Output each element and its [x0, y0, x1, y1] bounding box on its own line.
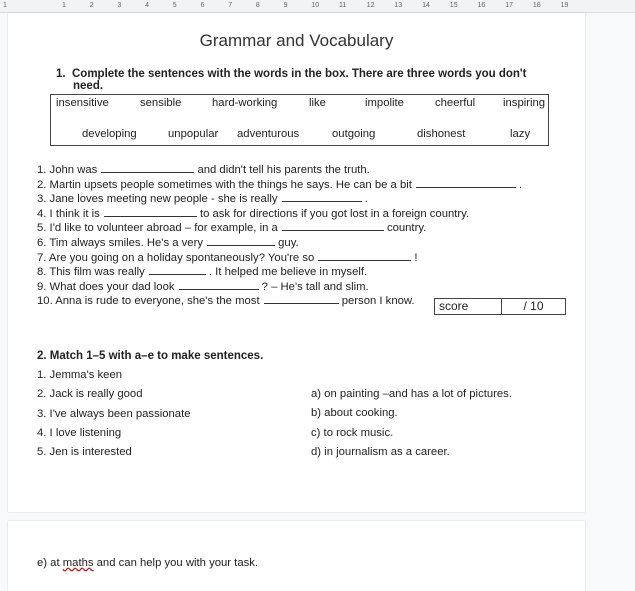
ruler-mark: 18	[532, 2, 541, 9]
answer-blank[interactable]	[282, 192, 362, 202]
sentence-text: guy.	[278, 236, 299, 249]
ruler-mark: 14	[422, 2, 430, 9]
box-word: inspiring	[503, 97, 546, 109]
match-left-item: 1. Jemma's keen	[37, 369, 123, 381]
sentence-text: . It helped me believe in myself.	[208, 266, 368, 279]
box-word: impolite	[365, 97, 404, 109]
answer-blank[interactable]	[207, 236, 275, 246]
sentence-text: 7. Are you going on a holiday spontaneously? You're so	[37, 251, 318, 264]
sentence-text: 3. Jane loves meeting new people - she is really	[37, 193, 281, 206]
ruler-mark: 12	[366, 2, 375, 9]
box-word: developing	[82, 128, 137, 140]
match-right-item: b) about cooking.	[311, 407, 398, 420]
answer-blank[interactable]	[264, 294, 339, 304]
sentence	[37, 221, 522, 236]
sentence-text: 5. I'd like to volunteer abroad – for example, in a	[37, 222, 281, 235]
sentence-text: 8. This film was really	[37, 266, 148, 279]
ruler-mark: 16	[477, 2, 486, 9]
box-word: cheerful	[435, 97, 476, 109]
sentence-text: !	[414, 251, 418, 264]
sentence-text: ? – He's tall and slim.	[261, 280, 369, 293]
sentence-text: country.	[386, 222, 427, 235]
ruler-mark: 15	[449, 2, 458, 9]
document-title: Grammar and Vocabulary	[199, 31, 394, 50]
score-value: / 10	[523, 299, 544, 313]
match-right-item: a) on painting –and has a lot of pictures.	[311, 388, 512, 400]
box-word: unpopular	[168, 128, 219, 140]
ruler[interactable]	[0, 0, 635, 13]
sentence	[37, 163, 522, 178]
match-left-item: 4. I love listening	[37, 426, 122, 439]
sentence-text: .	[364, 193, 368, 206]
document-page-2	[8, 521, 585, 591]
sentence	[37, 236, 522, 251]
ruler-mark: 5	[172, 2, 177, 9]
match-item-e: e) at maths and can help you with your task.	[37, 557, 259, 569]
box-word: dishonest	[417, 128, 466, 140]
ruler-mark: 17	[505, 2, 513, 9]
answer-blank[interactable]	[179, 280, 259, 290]
box-word: insensitive	[56, 97, 109, 109]
answer-blank[interactable]	[101, 163, 194, 173]
ruler-mark: 1	[3, 2, 7, 9]
spellcheck-word[interactable]: maths	[62, 557, 94, 569]
ruler-mark: 10	[311, 2, 320, 9]
sentence-text: 9. What does your dad look	[37, 280, 178, 293]
exercise-2-heading: 2. Match 1–5 with a–e to make sentences.	[37, 350, 264, 362]
answer-blank[interactable]	[416, 178, 516, 188]
sentence-text: 1. John was	[37, 164, 101, 176]
sentence	[37, 178, 522, 193]
ruler-mark: 11	[339, 2, 347, 9]
answer-blank[interactable]	[282, 221, 384, 231]
ruler-mark: 9	[283, 2, 288, 9]
document-page-1	[8, 13, 585, 512]
sentence	[37, 207, 522, 222]
word-box	[50, 94, 549, 146]
sentence-text: 10. Anna is rude to everyone, she's the most	[37, 295, 263, 308]
sentence	[37, 265, 522, 280]
ruler-mark: 19	[560, 2, 569, 9]
score-box	[434, 298, 566, 315]
sentence-text: person I know.	[341, 295, 415, 308]
box-word: adventurous	[237, 128, 300, 140]
answer-blank[interactable]	[104, 207, 197, 217]
ruler-mark: 8	[255, 2, 260, 9]
match-left-item: 5. Jen is interested	[37, 446, 132, 459]
sentence-list	[37, 163, 522, 309]
answer-blank[interactable]	[149, 265, 206, 275]
score-label: score	[435, 299, 502, 314]
match-right-item: c) to rock music.	[311, 426, 394, 439]
sentence-text: 6. Tim always smiles. He's a very	[37, 236, 207, 249]
ruler-mark: 6	[200, 2, 205, 9]
answer-blank[interactable]	[318, 251, 411, 261]
match-right-item: d) in journalism as a career.	[311, 445, 450, 458]
sentence-text: 4. I think it is	[37, 207, 103, 220]
ruler-mark: 2	[89, 2, 94, 9]
ruler-mark: 7	[228, 2, 233, 9]
ruler-mark: 4	[145, 2, 149, 9]
sentence-text: 2. Martin upsets people sometimes with the things he says. He can be a bit	[37, 178, 416, 191]
sentence-text: .	[519, 178, 523, 191]
exercise-1-heading: 1. Complete the sentences with the words in the box. There are three words you don't need.	[56, 68, 527, 92]
sentence	[37, 280, 522, 295]
sentence	[37, 192, 522, 207]
ruler-mark: 3	[117, 2, 122, 9]
box-word: lazy	[510, 128, 531, 140]
ruler-mark: 13	[394, 2, 403, 9]
sentence-text: and didn't tell his parents the truth.	[197, 164, 370, 176]
match-left-item: 3. I've always been passionate	[37, 407, 191, 420]
box-word: like	[309, 97, 326, 109]
box-word: hard-working	[212, 97, 278, 109]
sentence-text: to ask for directions if you got lost in a foreign country.	[199, 207, 470, 220]
ruler-mark: 1	[62, 2, 66, 9]
box-word: outgoing	[332, 128, 376, 140]
match-left-item: 2. Jack is really good	[37, 388, 143, 401]
sentence	[37, 251, 522, 266]
box-word: sensible	[140, 97, 182, 109]
